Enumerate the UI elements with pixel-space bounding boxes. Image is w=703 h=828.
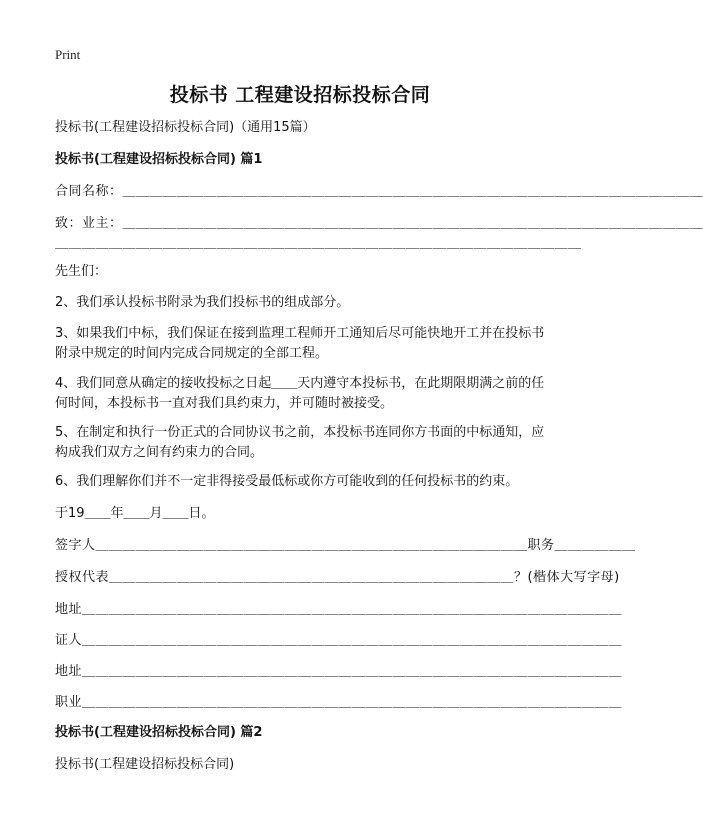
section-2-first-line: 投标书(工程建设招标投标合同) [55, 757, 235, 772]
to-owner-line-1: 致：业主：＿＿＿＿＿＿＿＿＿＿＿＿＿＿＿＿＿＿＿＿＿＿＿＿＿＿＿＿＿＿＿＿＿＿＿＿＿＿＿＿＿＿＿ [55, 216, 703, 231]
witness-line: 证人＿＿＿＿＿＿＿＿＿＿＿＿＿＿＿＿＿＿＿＿＿＿＿＿＿＿＿＿＿＿＿＿＿＿＿＿＿＿＿＿ [55, 633, 623, 648]
document-title: 投标书 工程建设招标投标合同 [169, 84, 431, 106]
contract-name-line: 合同名称：＿＿＿＿＿＿＿＿＿＿＿＿＿＿＿＿＿＿＿＿＿＿＿＿＿＿＿＿＿＿＿＿＿＿＿＿＿＿＿＿＿＿＿ [55, 184, 703, 199]
authorized-rep-line: 授权代表＿＿＿＿＿＿＿＿＿＿＿＿＿＿＿＿＿＿＿＿＿＿＿＿＿＿＿＿＿＿？(楷体大写字母) [55, 570, 620, 585]
paragraph-2: 2、我们承认投标书附录为我们投标书的组成部分。 [55, 295, 350, 310]
paragraph-5: 5、在制定和执行一份正式的合同协议书之前，本投标书连同你方书面的中标通知，应构成我们双方之间有约束力的合同。 [55, 425, 545, 460]
section-1-heading: 投标书(工程建设招标投标合同) 篇1 [55, 152, 263, 167]
to-owner-line-2: ＿＿＿＿＿＿＿＿＿＿＿＿＿＿＿＿＿＿＿＿＿＿＿＿＿＿＿＿＿＿＿＿＿＿＿＿＿＿＿ [55, 236, 582, 251]
address-line-1: 地址＿＿＿＿＿＿＿＿＿＿＿＿＿＿＿＿＿＿＿＿＿＿＿＿＿＿＿＿＿＿＿＿＿＿＿＿＿＿＿＿ [55, 602, 623, 617]
address-line-2: 地址＿＿＿＿＿＿＿＿＿＿＿＿＿＿＿＿＿＿＿＿＿＿＿＿＿＿＿＿＿＿＿＿＿＿＿＿＿＿＿＿ [55, 664, 623, 679]
date-line: 于19＿＿年＿＿月＿＿日。 [55, 506, 215, 521]
signer-line: 签字人＿＿＿＿＿＿＿＿＿＿＿＿＿＿＿＿＿＿＿＿＿＿＿＿＿＿＿＿＿＿＿＿职务＿＿＿＿＿＿ [55, 538, 636, 553]
paragraph-3: 3、如果我们中标，我们保证在接到监理工程师开工通知后尽可能快地开工并在投标书附录中规定的时间内完成合同规定的全部工程。 [55, 326, 545, 361]
section-2-heading: 投标书(工程建设招标投标合同) 篇2 [55, 725, 263, 740]
occupation-line: 职业＿＿＿＿＿＿＿＿＿＿＿＿＿＿＿＿＿＿＿＿＿＿＿＿＿＿＿＿＿＿＿＿＿＿＿＿＿＿＿＿ [55, 695, 623, 710]
paragraph-4: 4、我们同意从确定的接收投标之日起＿＿天内遵守本投标书，在此期限期满之前的任何时间，本投标书一直对我们具约束力，并可随时被接受。 [55, 376, 545, 411]
print-label[interactable]: Print [55, 47, 81, 62]
document-subtitle: 投标书(工程建设招标投标合同)（通用15篇） [55, 120, 316, 135]
paragraph-6: 6、我们理解你们并不一定非得接受最低标或你方可能收到的任何投标书的约束。 [55, 474, 519, 489]
greeting: 先生们： [55, 264, 108, 279]
